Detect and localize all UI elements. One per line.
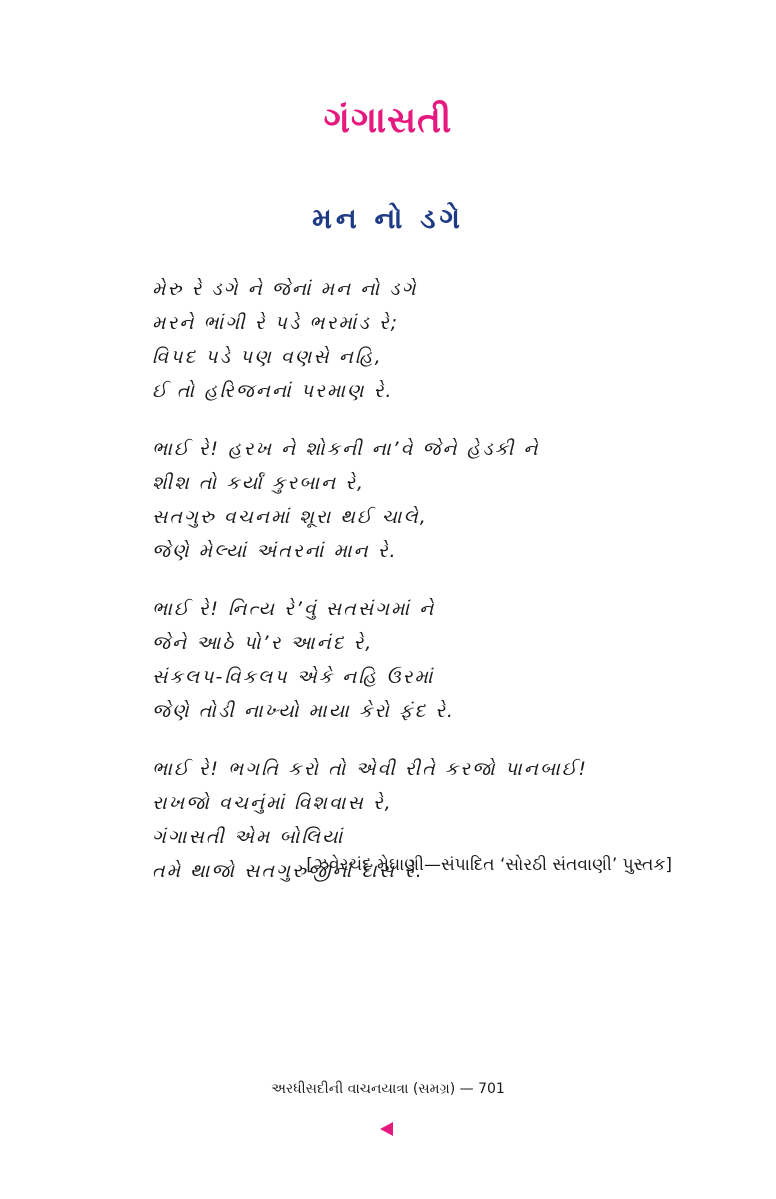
poem-line: ગંગાસતી એમ બોલિયાં bbox=[152, 826, 345, 848]
poem-line: ભાઈ રે! નિત્ય રે’વું સતસંગમાં ને bbox=[152, 598, 436, 620]
stanza bbox=[152, 432, 712, 568]
poem-body bbox=[152, 272, 712, 912]
poem-line: ભાઈ રે! હરખ ને શોકની ના’વે જેને હેડકી ને bbox=[152, 438, 540, 460]
source-citation: [ઝવેરચંદ મેઘાણી—સંપાદિત ‘સોરઠી સંતવાણી’ પુસ્તક] bbox=[306, 855, 672, 875]
stanza bbox=[152, 592, 712, 728]
poem-line: સતગુરુ વચનમાં શૂરા થઈ ચાલે, bbox=[152, 506, 428, 528]
poem-line: જેને આઠે પો’ર આનંદ રે, bbox=[152, 632, 374, 654]
poem-line: વિપદ પડે પણ વણસે નહિ, bbox=[152, 346, 383, 368]
poem-line: રાખજો વચનુંમાં વિશવાસ રે, bbox=[152, 792, 393, 814]
left-triangle-icon[interactable] bbox=[380, 1122, 393, 1136]
poem-line: તમે થાજો સતગુરુજીનાં દાસ રે. bbox=[152, 860, 424, 882]
poem-line: ઈ તો હરિજનનાં પરમાણ રે. bbox=[152, 380, 394, 402]
poem-line: શીશ તો કર્યાં કુરબાન રે, bbox=[152, 472, 366, 494]
poem-line: સંકલપ-વિકલપ એકે નહિ ઉરમાં bbox=[152, 666, 435, 688]
poem-line: મરને ભાંગી રે પડે ભરમાંડ રે; bbox=[152, 312, 400, 334]
poem-title: મન નો ડગે bbox=[312, 202, 464, 235]
poem-line: જેણે મેલ્યાં અંતરનાં માન રે. bbox=[152, 540, 398, 562]
poet-name: ગંગાસતી bbox=[323, 100, 453, 141]
stanza bbox=[152, 272, 712, 408]
poem-line: મેરુ રે ડગે ને જેનાં મન નો ડગે bbox=[152, 278, 418, 300]
poem-line: ભાઈ રે! ભગતિ કરો તો એવી રીતે કરજો પાનબાઈ! bbox=[152, 758, 589, 780]
poem-line: જેણે તોડી નાખ્યો માયા કેરો ફંદ રે. bbox=[152, 700, 455, 722]
page-footer: અરધીસદીની વાચનયાત્રા (સમગ્ર) — 701 bbox=[271, 1081, 505, 1097]
